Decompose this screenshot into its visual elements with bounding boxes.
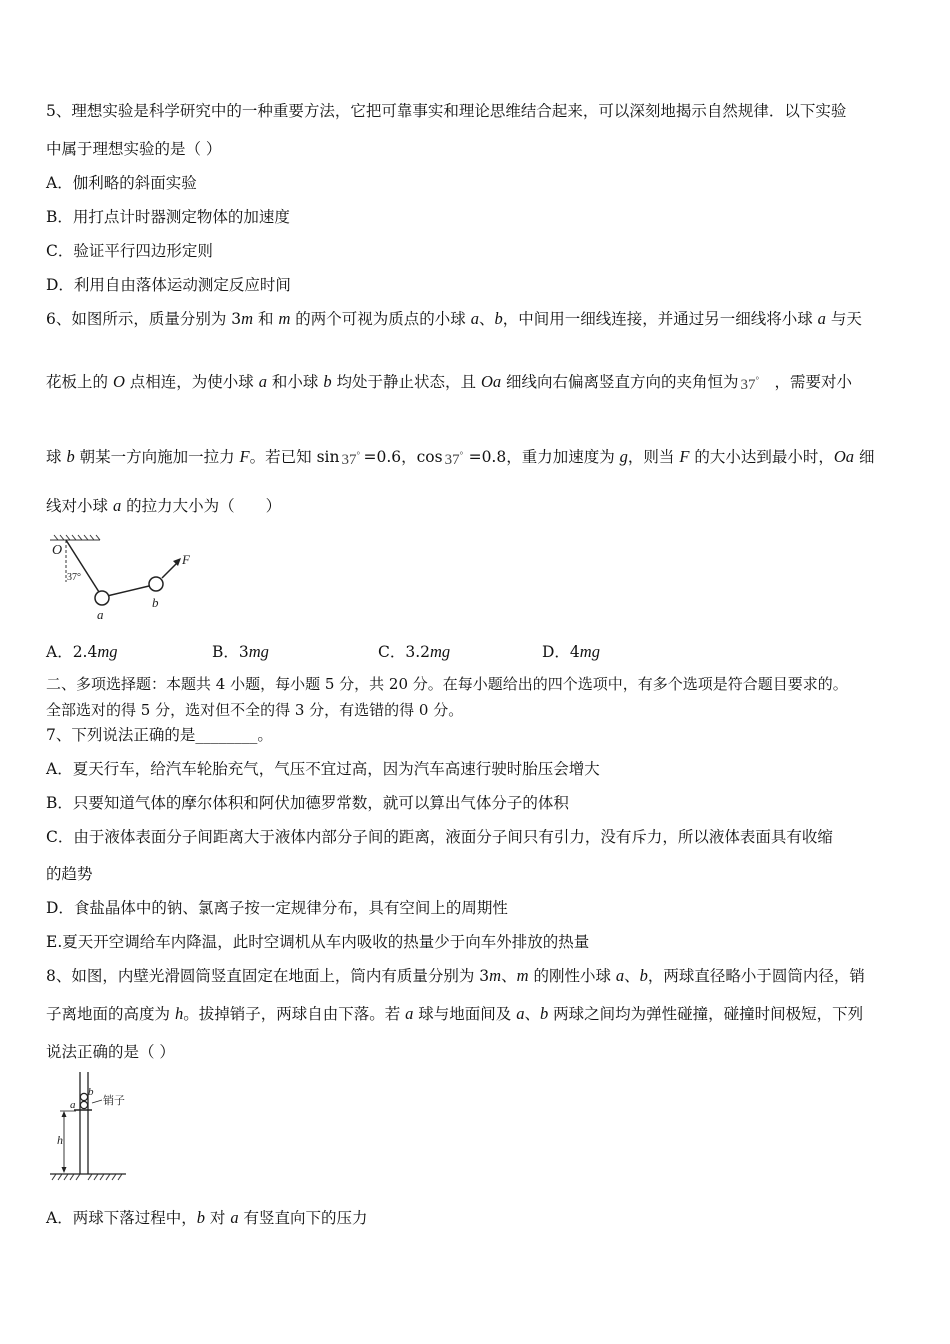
q8-stem-line1: 8、如图，内壁光滑圆筒竖直固定在地面上，筒内有质量分别为 3m、m 的刚性小球 a、b，两球直径略小于圆筒内径，销 — [46, 966, 865, 985]
q7-stem: 7、下列说法正确的是________。 — [46, 726, 273, 744]
label-a: a — [70, 1099, 76, 1111]
section2-heading-line2: 全部选对的得 5 分，选对但不全的得 3 分，有选错的得 0 分。 — [46, 701, 464, 719]
sin-angle-37: 37 — [341, 452, 357, 468]
label-h: h — [57, 1133, 63, 1147]
q8-figure — [46, 1070, 166, 1182]
q5-option-a: A．伽利略的斜面实验 — [46, 174, 197, 192]
q6-option-d: D．4mg — [542, 642, 600, 661]
q7-option-c-line2: 的趋势 — [46, 865, 93, 883]
section2-heading-line1: 二、多项选择题：本题共 4 小题，每小题 5 分，共 20 分。在每小题给出的四个选项中，有多个选项是符合题目要求的。 — [46, 675, 848, 693]
q7-option-d: D．食盐晶体中的钠、氯离子按一定规律分布，具有空间上的周期性 — [46, 899, 508, 917]
ball-b — [80, 1093, 87, 1100]
label-angle: 37° — [67, 572, 81, 583]
q6-option-c: C．3.2mg — [378, 642, 451, 661]
q6-stem-line1: 6、如图所示，质量分别为 3m 和 m 的两个可视为质点的小球 a、b，中间用一细线连接，并通过另一细线将小球 a 与天 — [46, 309, 862, 328]
q6-stem-line4: 线对小球 a 的拉力大小为（ ） — [46, 496, 282, 515]
ball-a — [80, 1101, 87, 1108]
force-f-arrow — [162, 562, 178, 578]
label-f: F — [182, 552, 190, 567]
q5-stem-line2: 中属于理想实验的是（ ） — [46, 140, 222, 158]
q6-figure — [44, 532, 204, 624]
height-arrow-top — [62, 1111, 67, 1117]
label-b: b — [152, 595, 159, 610]
ball-b — [149, 577, 163, 591]
label-b: b — [88, 1086, 94, 1098]
angle-37: 37 — [740, 377, 756, 393]
q5-option-d: D．利用自由落体运动测定反应时间 — [46, 276, 291, 294]
q5-stem-line1: 5、理想实验是科学研究中的一种重要方法，它把可靠事实和理论思维结合起来，可以深刻地揭示自然规律．以下实验 — [46, 102, 847, 120]
label-a: a — [97, 607, 104, 622]
ball-a — [95, 591, 109, 605]
q7-option-c-line1: C．由于液体表面分子间距离大于液体内部分子间的距离，液面分子间只有引力，没有斥力，所以液体表面具有收缩 — [46, 828, 833, 846]
q8-stem-line3: 说法正确的是（ ） — [46, 1043, 175, 1061]
string-oa — [66, 540, 99, 592]
string-ab — [107, 586, 149, 596]
q6-option-a: A．2.4mg — [46, 642, 118, 661]
height-arrow-bottom — [62, 1167, 67, 1173]
cos-angle-37: 37 — [444, 452, 460, 468]
ceiling-hatch — [50, 535, 100, 540]
pin-label-leader — [92, 1100, 102, 1103]
q7-option-e: E.夏天开空调给车内降温，此时空调机从车内吸收的热量少于向车外排放的热量 — [46, 933, 590, 951]
q7-option-b: B．只要知道气体的摩尔体积和阿伏加德罗常数，就可以算出气体分子的体积 — [46, 794, 569, 812]
q6-option-b: B．3mg — [212, 642, 269, 661]
q7-option-a: A．夏天行车，给汽车轮胎充气，气压不宜过高，因为汽车高速行驶时胎压会增大 — [46, 760, 600, 778]
q6-stem-line3: 球 b 朝某一方向施加一拉力 F。若已知 sin 37° =0.6，cos 37° =0.8，重力加速度为 g，则当 F 的大小达到最小时，Oa 细 — [46, 447, 875, 468]
q5-option-c: C．验证平行四边形定则 — [46, 242, 213, 260]
ground-hatch — [52, 1174, 122, 1180]
q8-option-a: A．两球下落过程中，b 对 a 有竖直向下的压力 — [46, 1208, 368, 1227]
q5-option-b: B．用打点计时器测定物体的加速度 — [46, 208, 290, 226]
label-o: O — [52, 543, 63, 558]
q6-stem-line2: 花板上的 O 点相连，为使小球 a 和小球 b 均处于静止状态，且 Oa 细线向右偏离竖直方向的夹角恒为 37° ，需要对小 — [46, 372, 853, 393]
label-pin: 销子 — [103, 1095, 125, 1107]
q8-stem-line2: 子离地面的高度为 h。拔掉销子，两球自由下落。若 a 球与地面间及 a、b 两球之间均为弹性碰撞，碰撞时间极短，下列 — [46, 1004, 864, 1023]
